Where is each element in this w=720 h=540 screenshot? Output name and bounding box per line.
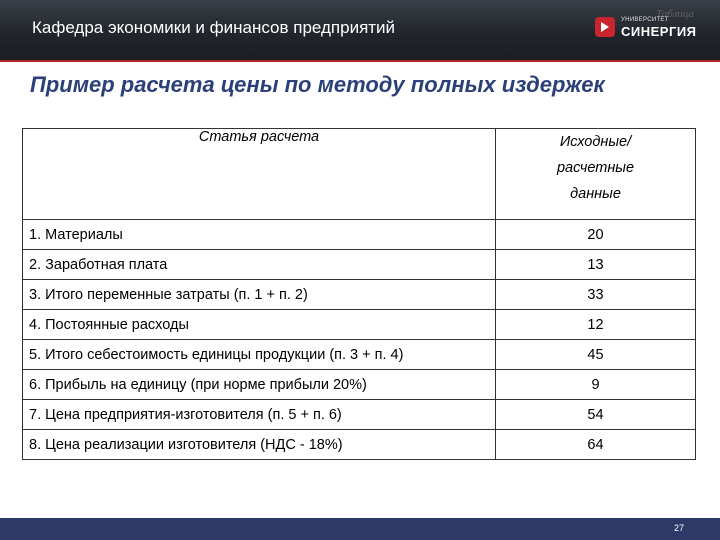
page-number: 27: [673, 523, 684, 533]
row-label: 2. Заработная плата: [23, 250, 496, 280]
header-divider: [0, 60, 720, 62]
slide-title: Пример расчета цены по методу полных издержек: [30, 72, 605, 97]
header-value-line: расчетные: [556, 160, 635, 176]
row-value: 9: [496, 370, 696, 400]
header-item-cell: Статья расчета: [23, 129, 496, 220]
price-calculation-table: [22, 128, 696, 460]
slide-footer: [0, 518, 720, 540]
slide-header: [0, 0, 720, 60]
table-header-row: [23, 129, 696, 220]
corner-word: Таблица: [656, 8, 694, 20]
row-label: 5. Итого себестоимость единицы продукции (п. 3 + п. 4): [23, 340, 496, 370]
table-row: [23, 250, 696, 280]
table-row: [23, 370, 696, 400]
row-label: 1. Материалы: [23, 220, 496, 250]
row-label: 4. Постоянные расходы: [23, 310, 496, 340]
logo-top-text: УНИВЕРСИТЕТ: [621, 17, 669, 23]
header-value-cell: [496, 129, 696, 220]
row-value: 64: [496, 430, 696, 460]
row-value: 20: [496, 220, 696, 250]
row-label: 8. Цена реализации изготовителя (НДС - 18%): [23, 430, 496, 460]
header-value-line: Исходные/: [559, 134, 632, 150]
row-label: 6. Прибыль на единицу (при норме прибыли 20%): [23, 370, 496, 400]
header-value-line: данные: [570, 186, 621, 202]
row-value: 12: [496, 310, 696, 340]
table-row: [23, 400, 696, 430]
row-label: 3. Итого переменные затраты (п. 1 + п. 2): [23, 280, 496, 310]
row-value: 45: [496, 340, 696, 370]
table-row: [23, 430, 696, 460]
department-title: Кафедра экономики и финансов предприятий: [32, 18, 396, 37]
table-row: [23, 340, 696, 370]
synergy-logo: [594, 14, 714, 48]
row-value: 54: [496, 400, 696, 430]
row-value: 33: [496, 280, 696, 310]
row-label: 7. Цена предприятия-изготовителя (п. 5 + п. 6): [23, 400, 496, 430]
table-row: [23, 280, 696, 310]
table-row: [23, 220, 696, 250]
table-row: [23, 310, 696, 340]
logo-main-text: СИНЕРГИЯ: [621, 24, 697, 39]
row-value: 13: [496, 250, 696, 280]
synergy-logo-icon: [594, 16, 616, 38]
